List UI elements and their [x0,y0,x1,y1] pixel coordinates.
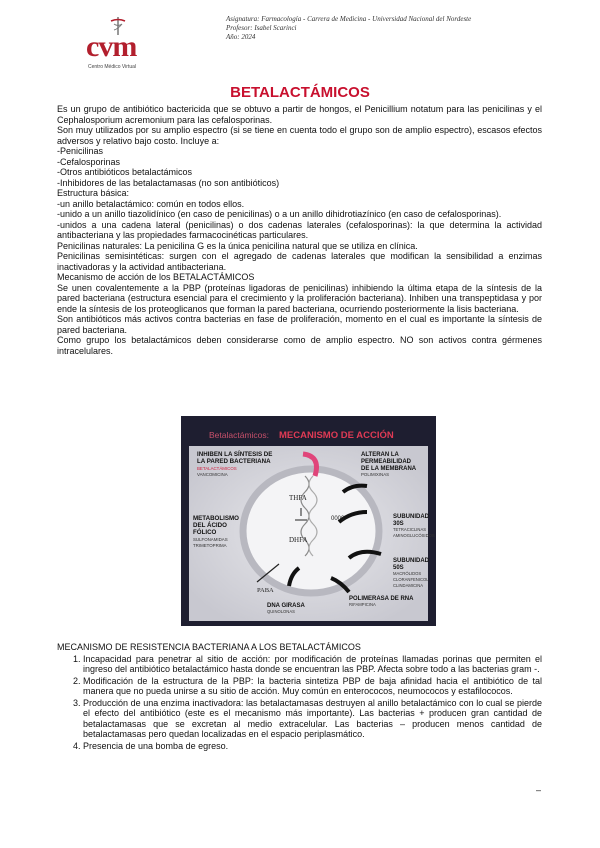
list-item: -un anillo betalactámico: común en todos ellos. [57,198,245,209]
header-line-professor: Profesor: Isabel Scarinci [226,24,297,32]
label-dhfa: DHFA [289,536,308,544]
label-50s-sub-3: CLINDAMICINA [393,583,424,588]
page-title: BETALACTÁMICOS [230,84,370,101]
header-line-subject: Asignatura: Farmacología - Carrera de Medicina - Universidad Nacional del Nordeste [226,15,472,23]
resistance-section [57,642,542,752]
label-alteran-3: DE LA MEMBRANA [361,466,417,472]
diagram-canvas [181,416,436,626]
paragraph: Se unen covalentemente a la PBP (proteínas ligadoras de penicilinas) inhibiendo la última etapa de la síntesis de la pared bacteriana (estructura esencial para el crecimiento y la proliferación bacteriana). Inhiben una transpeptidasa y por ende la síntesis de los proteoglicanos que forman la pared bacteriana, ocurriendo posteriormente la lisis bacteriana. [57,282,542,314]
resistance-item: 2. Modificación de la estructura de la PBP: la bacteria sintetiza PBP de baja afinidad hacia el antibiótico de tal manera que no pueda unirse a su sitio de acción. Muy común en enterococos, neumococos y estafilococos. [83,676,542,697]
label-polimerasa-sub: RIFAMPICINA [349,602,376,607]
label-metab-2: DEL ÁCIDO [193,522,227,529]
resistance-heading: MECANISMO DE RESISTENCIA BACTERIANA A LOS BETALACTÁMICOS [57,642,361,652]
resistance-item: 4. Presencia de una bomba de egreso. [83,741,542,752]
label-girasa: DNA GIRASA [267,603,305,609]
resistance-item: 3. Producción de una enzima inactivadora: las betalactamasas destruyen al anillo betalactámico con lo cual se pierde el efecto del antibiótico (este es el mecanismo más importante). Las bacterias + producen gran cantidad de betalactamasas que se excretan al medio extracelular. Las bacterias – producen menos cantidad de betalactamasas pero quedan localizadas en el espacio periplasmático. [83,698,542,740]
label-30s-1: SUBUNIDAD [393,514,429,520]
section-heading: Mecanismo de acción de los BETALACTÁMICOS [57,272,255,282]
list-item: -Penicilinas [57,146,104,156]
label-metab-sub-1: SULFONAMIDAS [193,537,228,542]
label-ribosome: 0000 [331,516,345,522]
paragraph: Son antibióticos más activos contra bacterias en fase de proliferación, momento en el cual es importante la síntesis de pared bacteriana. [57,314,542,335]
list-item: -Inhibidores de las betalactamasas (no son antibióticos) [57,177,280,188]
label-metab-sub-2: TRIMETOPRIMA [193,543,227,548]
label-inhiben-sub-1: BETALACTÁMICOS [197,466,237,471]
label-alteran-2: PERMEABILIDAD [361,459,412,465]
label-polimerasa: POLIMERASA DE RNA [349,596,414,602]
cvm-logo [84,16,160,72]
paragraph: Penicilinas semisintéticas: surgen con el agregado de cadenas laterales que modifican la sensibilidad a enzimas inactivadoras y la actividad antibacteriana. [57,251,542,272]
section-heading: Estructura básica: [57,188,130,198]
label-50s-sub-2: CLORANFENICOL [393,577,429,582]
label-alteran-1: ALTERAN LA [361,452,399,458]
label-50s-2: 50S [393,565,404,571]
label-30s-sub-1: TETRACICLINAS [393,527,427,532]
label-metab-3: FÓLICO [193,529,217,536]
label-30s-2: 30S [393,521,404,527]
paragraph: Son muy utilizados por su amplio espectro (si se tiene en cuenta todo el grupo son de amplio espectro), escasos efectos adversos y relativo bajo costo. Incluye a: [57,125,542,146]
paragraph: Es un grupo de antibiótico bactericida que se obtuvo a partir de hongos, el Penicillium notatum para las penicilinas y el Cephalosporium acremonium para las cefalosporinas. [57,104,542,125]
list-item: -unidos a una cadena lateral (penicilinas) o dos cadenas laterales (cefalosporinas): la que determina la actividad antibacteriana y las propiedades farmacocinéticas particulares. [57,219,542,240]
resistance-item: 1. Incapacidad para penetrar al sitio de acción: por modificación de proteínas llamadas porinas que permiten el ingreso del antibiótico betalactámico hasta donde se encuentran las PBP. Afecta sobre todo a las bacterias gram -. [83,654,542,675]
diagram-title: MECANISMO DE ACCIÓN [279,430,394,441]
label-inhiben-1: INHIBEN LA SÍNTESIS DE [197,451,273,458]
label-paba: PABA [257,587,274,594]
mechanism-diagram [181,416,436,626]
logo-text: cvm [86,30,137,63]
header-line-year: Año: 2024 [226,33,256,41]
label-thfa: THFA [289,494,307,502]
list-item: -Otros antibióticos betalactámicos [57,167,193,177]
list-item: -unido a un anillo tiazolidínico (en caso de penicilinas) o a un anillo dihidrotiazínico (en caso de cefalosporinas). [57,209,502,219]
label-50s-1: SUBUNIDAD [393,558,429,564]
resistance-list [57,654,542,752]
course-header [226,15,471,42]
list-item: -Cefalosporinas [57,156,121,167]
diagram-title-prefix: Betalactámicos: [209,430,269,440]
paragraph: Como grupo los betalactámicos deben considerarse como de amplio espectro. NO son activos contra gérmenes intracelulares. [57,335,542,356]
label-inhiben-sub-2: VANCOMICINA [197,472,228,477]
logo-subtitle: Centro Médico Virtual [88,64,136,70]
label-inhiben-2: LA PARED BACTERIANA [197,458,271,465]
label-girasa-sub: QUINOLONAS [267,609,295,614]
label-metab-1: METABOLISMO [193,515,239,522]
label-30s-sub-2: AMINOGLUCÓSIDOS [393,533,435,538]
paragraph: Penicilinas naturales: La penicilina G es la única penicilina natural que se utiliza en clínica. [57,240,418,251]
page-footer-dash: – [536,785,542,795]
main-text [57,104,542,356]
label-alteran-sub: POLIMIXINAS [361,472,390,477]
label-50s-sub-1: MACRÓLIDOS [393,571,422,576]
